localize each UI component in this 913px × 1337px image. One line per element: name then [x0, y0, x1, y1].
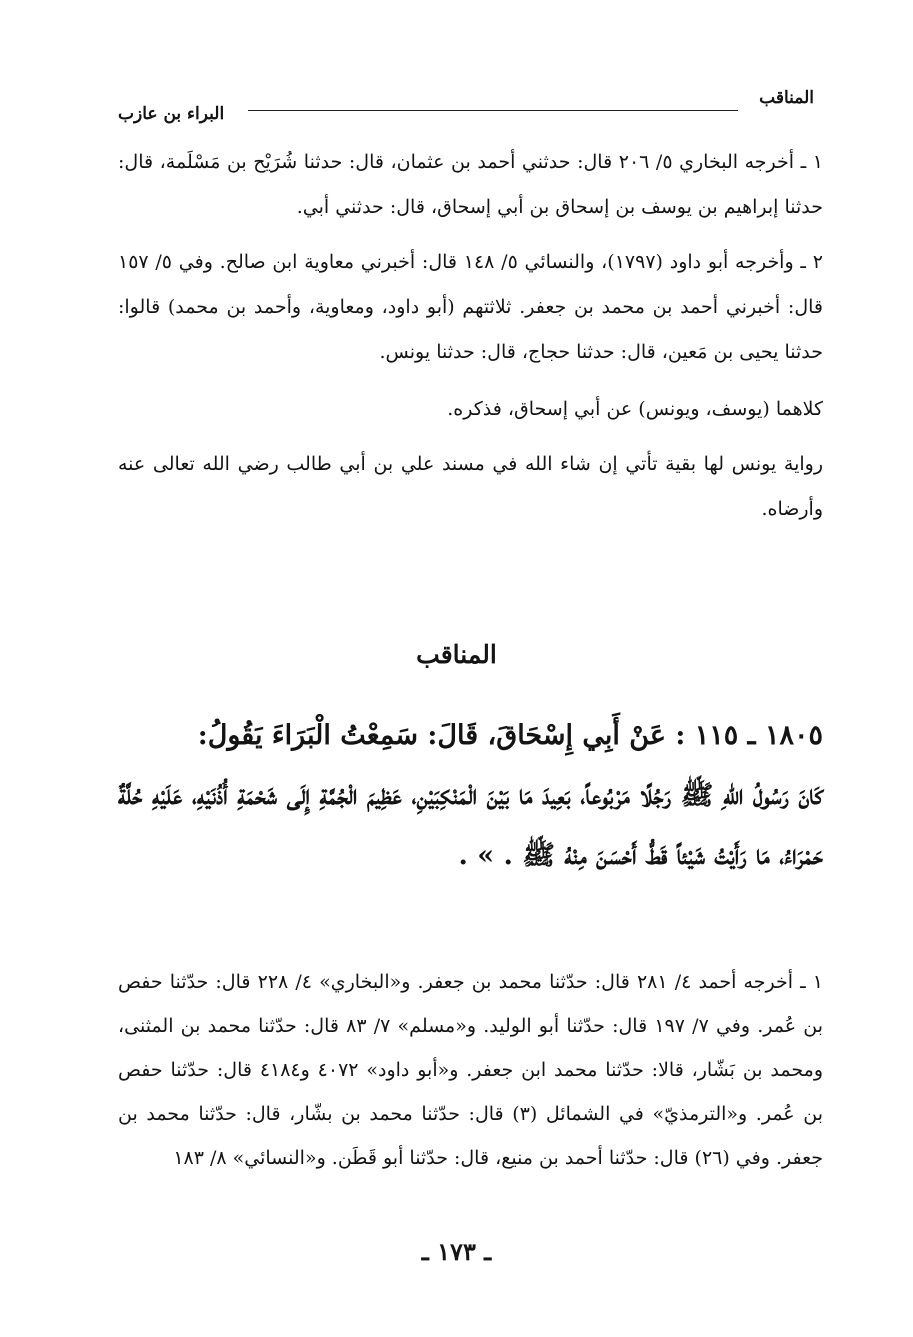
- running-header: [118, 84, 818, 124]
- hadith-text: كَانَ رَسُولُ اللهِ ﷺ رَجُلًا مَرْبُوعاً، بَعِيدَ مَا بَيْنَ الْمَنْكِبَيْنِ، عَظِيمَ الْجُمَّةِ إِلَى شَحْمَةِ أُذُنَيْهِ، عَلَيْهِ حُلَّةٌ حَمْرَاءُ، مَا رَأَيْتُ شَيْئاً قَطُّ أَحْسَنَ مِنْهُ ﷺ . » .: [118, 780, 823, 871]
- page-number: ـ ١٧٣ ـ: [421, 1237, 492, 1266]
- hadith-number: ١٨٠٥ ـ ١١٥ :: [675, 720, 823, 751]
- section-title: المناقب: [416, 640, 497, 669]
- header-rule: [248, 110, 738, 111]
- footnote-remark: رواية يونس لها بقية تأتي إن شاء الله في مسند علي بن أبي طالب رضي الله تعالى عنه وأرضاه.: [118, 453, 823, 520]
- footnote-2: ٢ ـ وأخرجه أبو داود (١٧٩٧)، والنسائي ٥/ ١٤٨ قال: أخبرني معاوية ابن صالح. وفي ٥/ ١٥٧ قال: أخبرني أحمد بن محمد بن جعفر. ثلاثتهم (أبو داود، ومعاوية، وأحمد بن محمد) قالوا: حدثنا يحيى بن مَعين، قال: حدثنا حجاج، قال: حدثنا يونس.: [118, 251, 823, 363]
- header-subject: البراء بن عازب: [118, 104, 225, 124]
- footnote-takhrij: ١ ـ أخرجه أحمد ٤/ ٢٨١ قال: حدّثنا محمد بن جعفر. و«البخاري» ٤/ ٢٢٨ قال: حدّثنا حفص بن عُمر. وفي ٧/ ١٩٧ قال: حدّثنا أبو الوليد. و«مسلم» ٧/ ٨٣ قال: حدّثنا محمد بن المثنى، ومحمد بن بَشّار، قالا: حدّثنا محمد ابن جعفر. و«أبو داود» ٤٠٧٢ و٤١٨٤ قال: حدّثنا حفص بن عُمر. و«الترمذيّ» في الشمائل (٣) قال: حدّثنا محمد بن بشّار، قال: حدّثنا محمد بن جعفر. وفي (٢٦) قال: حدّثنا أحمد بن منيع، قال: حدّثنا أبو قَطَن. و«النسائي» ٨/ ١٨٣: [118, 971, 824, 1169]
- footnote-summary: كلاهما (يوسف، ويونس) عن أبي إسحاق، فذكره.: [447, 398, 823, 420]
- hadith-opening: عَنْ أَبِي إِسْحَاقَ، قَالَ: سَمِعْتُ الْبَرَاءَ يَقُولُ:: [197, 720, 666, 751]
- hadith-block: [118, 706, 823, 886]
- header-section-title: المناقب: [759, 88, 814, 108]
- footnotes-top: [118, 140, 823, 532]
- footnote-1: ١ ـ أخرجه البخاري ٥/ ٢٠٦ قال: حدثني أحمد بن عثمان، قال: حدثنا شُرَيْح بن مَسْلَمة، قال: حدثنا إبراهيم بن يوسف بن إسحاق بن أبي إسحاق، قال: حدثني أبي.: [118, 151, 823, 218]
- footnotes-bottom: [118, 960, 823, 1180]
